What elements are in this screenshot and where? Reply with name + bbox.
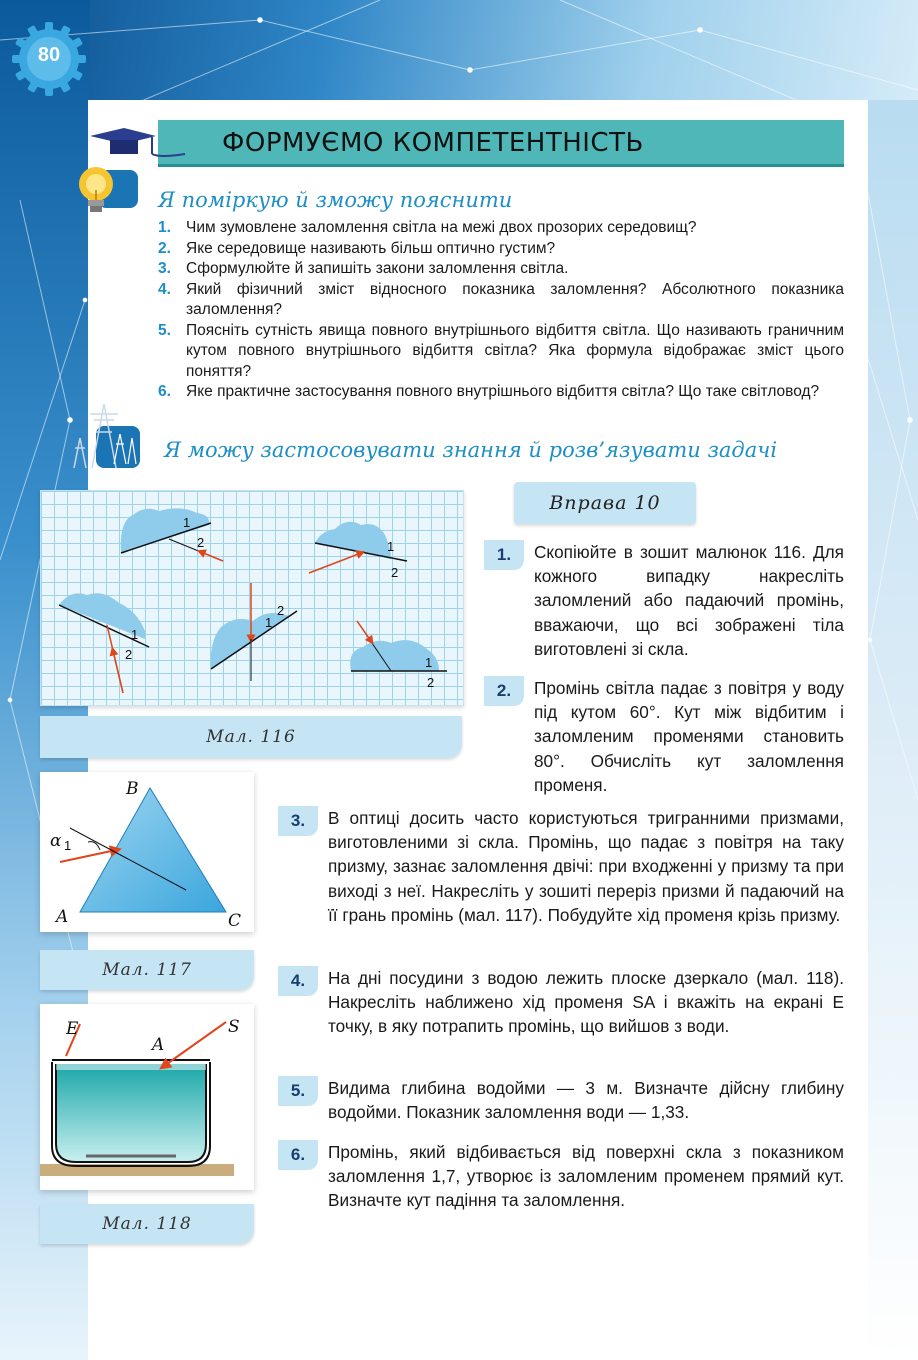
glass-body-5 — [350, 621, 447, 690]
section-heading-explain: Я поміркую й зможу пояснити — [158, 188, 513, 212]
glass-body-2 — [309, 522, 407, 580]
screen-label-e: E — [66, 1019, 79, 1039]
figure-118-vessel-drawing — [40, 1004, 254, 1190]
task-number-badge: 5. — [278, 1076, 318, 1106]
list-item — [158, 321, 844, 383]
question-text: Чим зумовлене заломлення світла на межі двох прозорих середовищ? — [186, 219, 697, 236]
task-item — [484, 676, 844, 798]
figure-117-prism-drawing — [40, 772, 254, 932]
section-heading-apply: Я можу застосовувати знання й розв’язувати задачі — [164, 438, 778, 462]
list-item — [158, 259, 844, 280]
task-item — [484, 540, 844, 662]
question-text: Яке середовище називають більш оптично густим? — [186, 239, 556, 257]
task-text: Промінь світла падає з повітря у воду під кутом 60°. Кут між відбитим і заломленим променями становить 80°. Обчисліть кут заломлення променя. — [534, 678, 844, 795]
question-text: Поясніть сутність явища повного внутрішнього відбиття світла. Що називають граничним кутом повного внутрішнього відбиття світла? Яка формула відображає зміст цього поняття? — [186, 321, 844, 380]
exercise-label: Вправа 10 — [514, 482, 696, 524]
medium-label-1: 1 — [265, 615, 273, 630]
medium-label-1: 1 — [425, 655, 433, 670]
figure-117-caption: Мал. 117 — [40, 950, 254, 990]
question-text: Сформулюйте й запишіть закони заломлення світла. — [186, 260, 569, 277]
task-number-badge: 3. — [278, 806, 318, 836]
medium-label-2: 2 — [197, 535, 205, 550]
task-item — [278, 806, 844, 956]
medium-label-1: 1 — [131, 627, 139, 642]
list-item — [158, 382, 844, 403]
list-item — [158, 239, 844, 260]
medium-label-1: 1 — [387, 539, 395, 554]
point-label-a: A — [152, 1035, 165, 1055]
vertex-label-a: A — [56, 907, 69, 927]
source-label-s: S — [228, 1017, 240, 1037]
task-text: Скопіюйте в зошит малюнок 116. Для кожного випадку накресліть заломлений або падаючий промінь, вважаючи, що всі зображені тіла виготовлені зі скла. — [534, 542, 844, 659]
figure-118-caption: Мал. 118 — [40, 1204, 254, 1244]
task-item — [278, 966, 844, 1066]
question-number: 2. — [158, 239, 171, 257]
question-number: 4. — [158, 280, 171, 298]
question-number: 1. — [158, 219, 171, 236]
figure-116-caption: Мал. 116 — [40, 716, 462, 758]
angle-label-alpha: α — [50, 831, 62, 851]
list-item — [158, 218, 844, 239]
question-text: Який фізичний зміст відносного показника заломлення? Абсолютного показника заломлення? — [186, 280, 844, 318]
task-item — [278, 1140, 844, 1240]
medium-label-2: 2 — [427, 675, 435, 690]
medium-label-2: 2 — [391, 565, 399, 580]
question-number: 3. — [158, 260, 171, 277]
medium-label-2: 2 — [125, 647, 133, 662]
task-text: В оптиці досить часто користуються тригранними призмами, виготовленими зі скла. Промінь, що падає з повітря на таку призму, зазнає заломлення двічі: при входженні у призму та при виході з неї. Накресліть у зошиті переріз призми й падаючий на її грань промінь (мал. 117). Побудуйте хід променя крізь призму. — [328, 808, 844, 925]
figure-116-grid — [40, 490, 464, 706]
question-number: 6. — [158, 383, 171, 400]
page-number: 80 — [37, 44, 61, 66]
figure-118-box — [40, 1004, 254, 1190]
task-text: Видима глибина водойми — 3 м. Визначте дійсну глибину водойми. Показник заломлення води — 1,33. — [328, 1078, 844, 1123]
task-number-badge: 6. — [278, 1140, 318, 1170]
task-text: На дні посудини з водою лежить плоске дзеркало (мал. 118). Накресліть наближено хід променя SA і вкажіть на екрані E точку, в яку потрапить промінь, що вийшов з води. — [328, 968, 844, 1037]
task-number-badge: 4. — [278, 966, 318, 996]
glass-body-4 — [211, 583, 297, 681]
task-number-badge: 2. — [484, 676, 524, 706]
glass-body-3 — [59, 593, 149, 693]
task-item — [278, 1076, 844, 1128]
lightbulb-icon — [74, 160, 144, 222]
list-item — [158, 280, 844, 321]
power-tower-icon — [70, 404, 150, 472]
question-text: Яке практичне застосування повного внутрішнього відбиття світла? Що таке світловод? — [186, 383, 820, 400]
angle-label-subscript: 1 — [64, 838, 72, 853]
medium-label-2: 2 — [277, 603, 285, 618]
question-list — [158, 218, 844, 403]
glass-body-1 — [121, 508, 223, 561]
vertex-label-b: B — [126, 779, 139, 799]
page-title: ФОРМУЄМО КОМПЕТЕНТНІСТЬ — [222, 128, 644, 158]
question-number: 5. — [158, 321, 171, 339]
task-text: Промінь, який відбивається від поверхні скла з показником заломлення 1,7, утворює із заломленим променем прямий кут. Визначте кут падіння та заломлення. — [328, 1142, 844, 1211]
figure-117-box — [40, 772, 254, 932]
vertex-label-c: C — [228, 911, 242, 931]
task-number-badge: 1. — [484, 540, 524, 570]
medium-label-1: 1 — [183, 515, 191, 530]
figure-116-drawing — [41, 491, 463, 705]
graduation-cap-icon — [90, 128, 190, 164]
